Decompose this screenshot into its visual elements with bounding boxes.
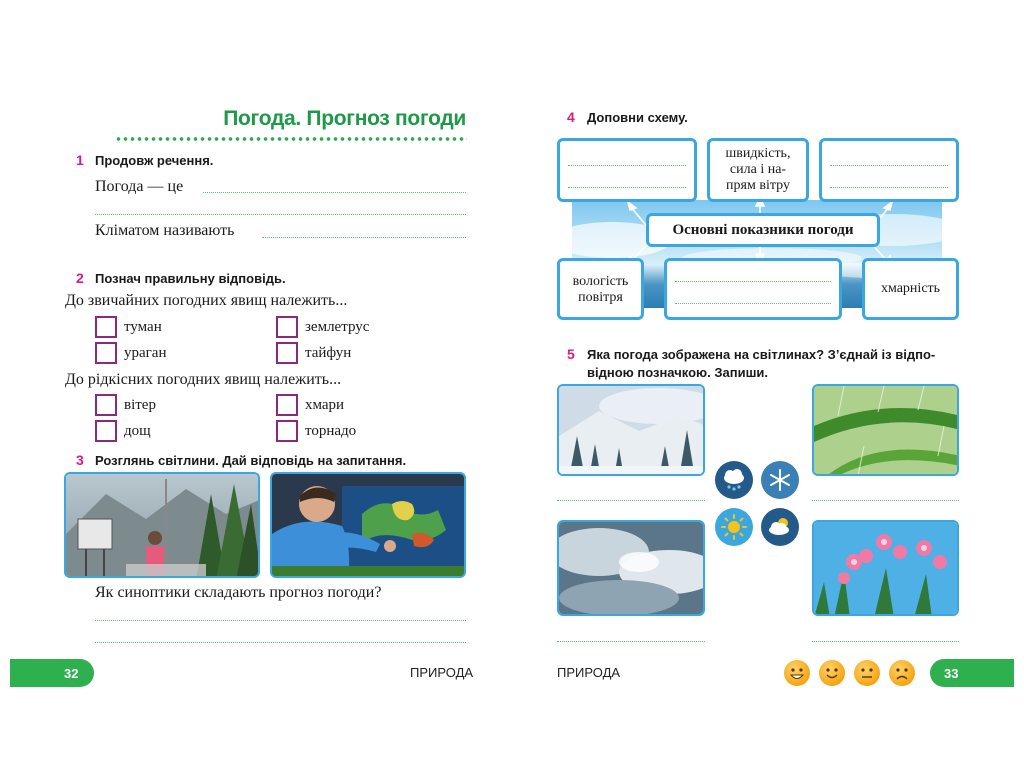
scheme-box-bottom-middle[interactable] — [664, 258, 842, 320]
task-2-question-1: До звичайних погодних явищ належить... — [65, 292, 348, 309]
snowflake-icon[interactable] — [761, 461, 799, 499]
wind-label-line-2: сила і на- — [729, 162, 787, 177]
task-4-number: 4 — [567, 109, 575, 125]
checkbox-option-1[interactable] — [95, 316, 117, 338]
blooming-flowers-photo — [812, 520, 959, 616]
task-4-instruction: Доповни схему. — [587, 110, 688, 125]
option-label: землетрус — [305, 319, 370, 335]
scheme-box-top-middle — [707, 138, 809, 202]
option-label: торнадо — [305, 423, 357, 439]
task-3-answer-line-1[interactable] — [95, 620, 466, 621]
synoptic-map-photo — [270, 472, 466, 578]
sad-face-icon[interactable] — [889, 660, 915, 686]
option-label: туман — [124, 319, 162, 335]
task-5-answer-line-4[interactable] — [812, 641, 959, 642]
task-5-answer-line-3[interactable] — [557, 641, 705, 642]
task-1-answer-line-3[interactable] — [262, 237, 466, 238]
task-1-answer-line-2[interactable] — [95, 214, 466, 215]
task-3-answer-line-2[interactable] — [95, 642, 466, 643]
page-number-badge-left — [10, 659, 94, 687]
scheme-box-bottom-left — [557, 258, 644, 320]
scheme-box-top-right[interactable] — [819, 138, 959, 202]
task-1-number: 1 — [76, 152, 84, 168]
snowy-forest-photo — [557, 384, 705, 476]
checkbox-option-3[interactable] — [95, 342, 117, 364]
laughing-face-icon[interactable] — [784, 660, 810, 686]
checkbox-option-2[interactable] — [276, 316, 298, 338]
task-5-number: 5 — [567, 346, 575, 362]
option-label: тайфун — [305, 345, 352, 361]
page-number: 33 — [944, 665, 959, 681]
scheme-center-box — [646, 213, 880, 247]
page-number-badge-right — [930, 659, 1014, 687]
scheme-center-label: Основні показники погоди — [672, 221, 854, 238]
humidity-label-line-1: вологість — [572, 274, 629, 289]
task-2-number: 2 — [76, 270, 84, 286]
cloudiness-label: хмарність — [880, 281, 941, 296]
footer-label-right: ПРИРОДА — [557, 665, 621, 680]
sun-icon[interactable] — [715, 508, 753, 546]
wind-label-line-3: прям вітру — [726, 178, 790, 193]
page-title: Погода. Прогноз погоди — [223, 107, 466, 130]
title-dotted-divider — [115, 136, 467, 142]
partly-cloudy-icon[interactable] — [761, 508, 799, 546]
task-5-answer-line-1[interactable] — [557, 500, 705, 501]
checkbox-option-7[interactable] — [95, 420, 117, 442]
checkbox-option-4[interactable] — [276, 342, 298, 364]
scheme-box-bottom-right — [862, 258, 959, 320]
task-1-answer-line-1[interactable] — [203, 192, 466, 193]
footer-label-left: ПРИРОДА — [410, 665, 474, 680]
task-1-instruction: Продовж речення. — [95, 153, 214, 168]
rain-cloud-icon[interactable] — [715, 461, 753, 499]
option-label: хмари — [305, 397, 345, 413]
rain-grass-photo — [812, 384, 959, 476]
smiling-face-icon[interactable] — [819, 660, 845, 686]
checkbox-option-6[interactable] — [276, 394, 298, 416]
scheme-box-top-left[interactable] — [557, 138, 697, 202]
task-3-number: 3 — [76, 452, 84, 468]
cloudy-sky-photo — [557, 520, 705, 616]
task-3-question: Як синоптики складають прогноз погоди? — [95, 584, 382, 601]
task-2-question-2: До рідкісних погодних явищ належить... — [65, 371, 342, 388]
humidity-label-line-2: повітря — [578, 290, 623, 305]
task-1-line-2-label: Кліматом називають — [95, 222, 235, 239]
weather-station-photo — [64, 472, 260, 578]
checkbox-option-5[interactable] — [95, 394, 117, 416]
wind-label-line-1: швидкість, — [725, 146, 791, 161]
task-5-instruction-line-2: відною позначкою. Запиши. — [587, 365, 769, 380]
task-3-instruction: Розглянь світлини. Дай відповідь на запитання. — [95, 453, 407, 468]
checkbox-option-8[interactable] — [276, 420, 298, 442]
page-number: 32 — [64, 665, 79, 681]
neutral-face-icon[interactable] — [854, 660, 880, 686]
task-1-line-1-label: Погода — це — [95, 178, 184, 195]
option-label: дощ — [124, 423, 151, 439]
option-label: ураган — [124, 345, 167, 361]
option-label: вітер — [124, 397, 156, 413]
task-5-instruction-line-1: Яка погода зображена на світлинах? З’єднай із відпо- — [587, 347, 936, 362]
task-2-instruction: Познач правильну відповідь. — [95, 271, 286, 286]
task-5-answer-line-2[interactable] — [812, 500, 959, 501]
